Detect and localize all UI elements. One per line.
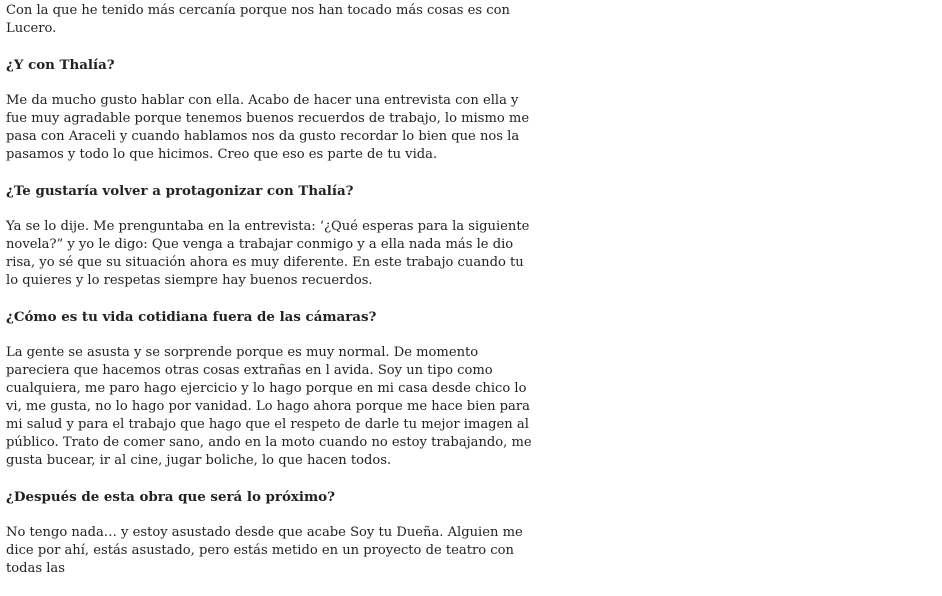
question-heading: ¿Después de esta obra que será lo próximo? (6, 489, 335, 505)
answer-paragraph: Me da mucho gusto hablar con ella. Acabo de hacer una entrevista con ella y fue muy agradable porque tenemos buenos recuerdos de trabajo, lo mismo me pasa con Araceli y cuando hablamos nos da gusto recordar lo bien que nos la pasamos y todo lo que hicimos. Creo que eso es parte de tu vida. (6, 93, 530, 162)
answer-paragraph: No tengo nada… y estoy asustado desde que acabe Soy tu Dueña. Alguien me dice por ahí, estás asustado, pero estás metido en un proyecto de teatro con todas las (6, 525, 523, 576)
answer-paragraph: Ya se lo dije. Me prenguntaba en la entrevista: ‘¿Qué esperas para la siguiente novela?” y yo le digo: Que venga a trabajar conmigo y a ella nada más le dio risa, yo sé que su situación ahora es muy diferente. En este trabajo cuando tu lo quieres y lo respetas siempre hay buenos recuerdos. (6, 219, 530, 288)
article-body (6, 2, 536, 596)
answer-paragraph: La gente se asusta y se sorprende porque es muy normal. De momento pareciera que hacemos otras cosas extrañas en l avida. Soy un tipo como cualquiera, me paro hago ejercicio y lo hago porque en mi casa desde chico lo vi, me gusta, no lo hago por vanidad. Lo hago ahora porque me hace bien para mi salud y para el trabajo que hago que el respeto de darle tu mejor imagen al público. Trato de comer sano, ando en la moto cuando no estoy trabajando, me gusta bucear, ir al cine, jugar boliche, lo que hacen todos. (6, 345, 532, 468)
question-heading: ¿Te gustaría volver a protagonizar con Thalía? (6, 183, 354, 199)
answer-paragraph: Con la que he tenido más cercanía porque nos han tocado más cosas es con Lucero. (6, 3, 510, 36)
question-heading: ¿Cómo es tu vida cotidiana fuera de las cámaras? (6, 309, 377, 325)
question-heading: ¿Y con Thalía? (6, 57, 115, 73)
